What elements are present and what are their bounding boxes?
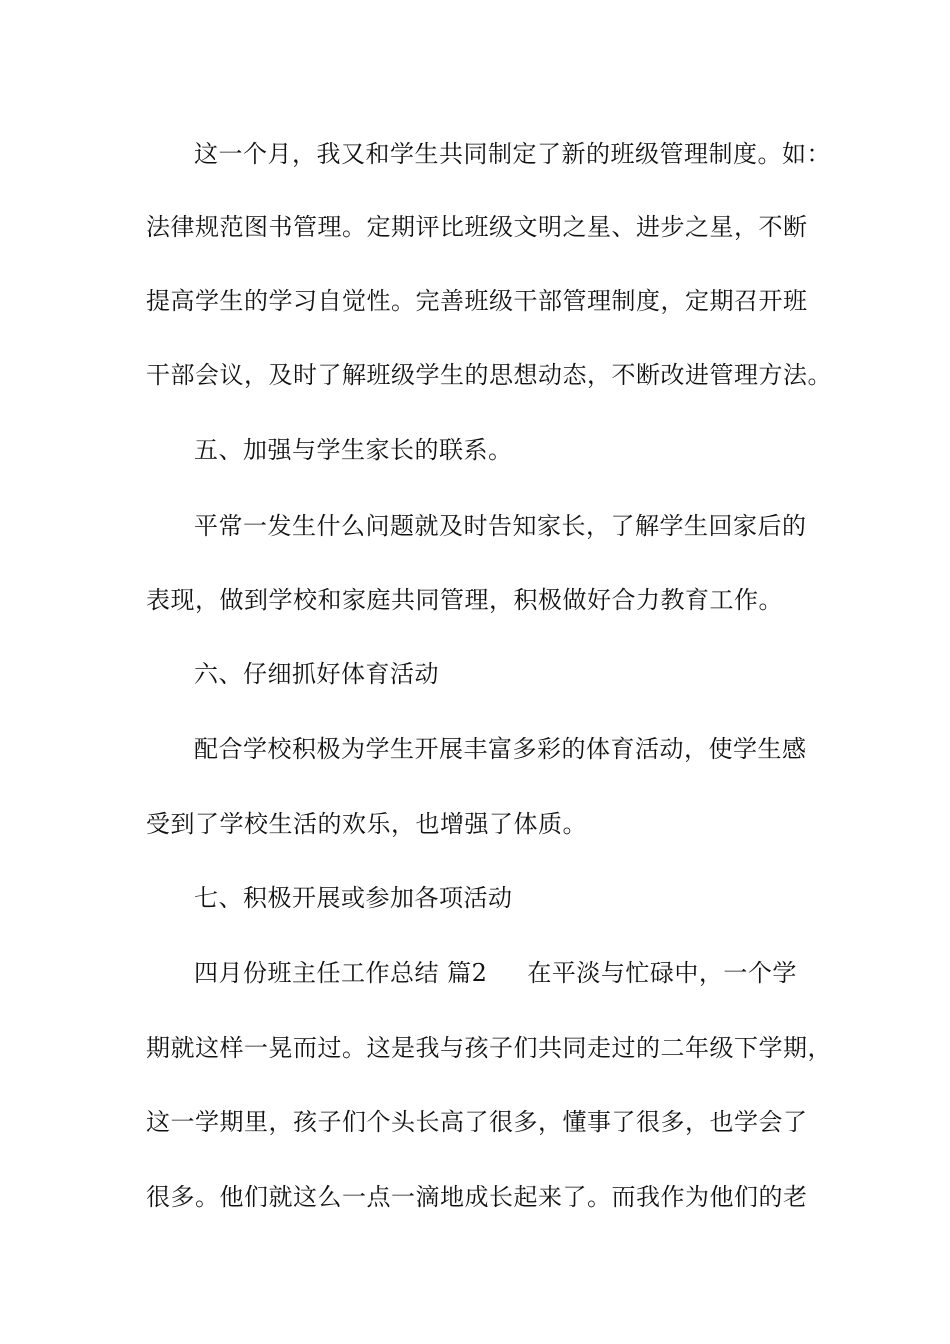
article-title-line bbox=[194, 957, 864, 989]
article-title: 四月份班主任工作总结 篇2 bbox=[194, 959, 488, 987]
section-heading: 五、加强与学生家长的联系。 bbox=[194, 436, 513, 464]
paragraph-line: 平常一发生什么问题就及时告知家长，了解学生回家后的 bbox=[194, 512, 807, 540]
paragraph-line: 配合学校积极为学生开展丰富多彩的体育活动，使学生感 bbox=[194, 735, 807, 763]
paragraph-line: 期就这样一晃而过。这是我与孩子们共同走过的二年级下学期， bbox=[146, 1034, 832, 1062]
paragraph-start: 在平淡与忙碌中，一个学 bbox=[527, 959, 797, 987]
section-heading: 六、仔细抓好体育活动 bbox=[194, 660, 439, 688]
section-heading: 七、积极开展或参加各项活动 bbox=[194, 884, 513, 912]
paragraph-line: 提高学生的学习自觉性。完善班级干部管理制度，定期召开班 bbox=[146, 287, 808, 315]
paragraph-line: 表现，做到学校和家庭共同管理，积极做好合力教育工作。 bbox=[146, 586, 783, 614]
paragraph-line: 这一个月，我又和学生共同制定了新的班级管理制度。如： bbox=[194, 140, 831, 168]
paragraph-line: 干部会议，及时了解班级学生的思想动态，不断改进管理方法。 bbox=[146, 361, 832, 389]
paragraph-line: 法律规范图书管理。定期评比班级文明之星、进步之星，不断 bbox=[146, 213, 808, 241]
paragraph-line: 这一学期里，孩子们个头长高了很多，懂事了很多，也学会了 bbox=[146, 1108, 808, 1136]
paragraph-line: 受到了学校生活的欢乐，也增强了体质。 bbox=[146, 810, 587, 838]
paragraph-line: 很多。他们就这么一点一滴地成长起来了。而我作为他们的老 bbox=[146, 1183, 808, 1211]
